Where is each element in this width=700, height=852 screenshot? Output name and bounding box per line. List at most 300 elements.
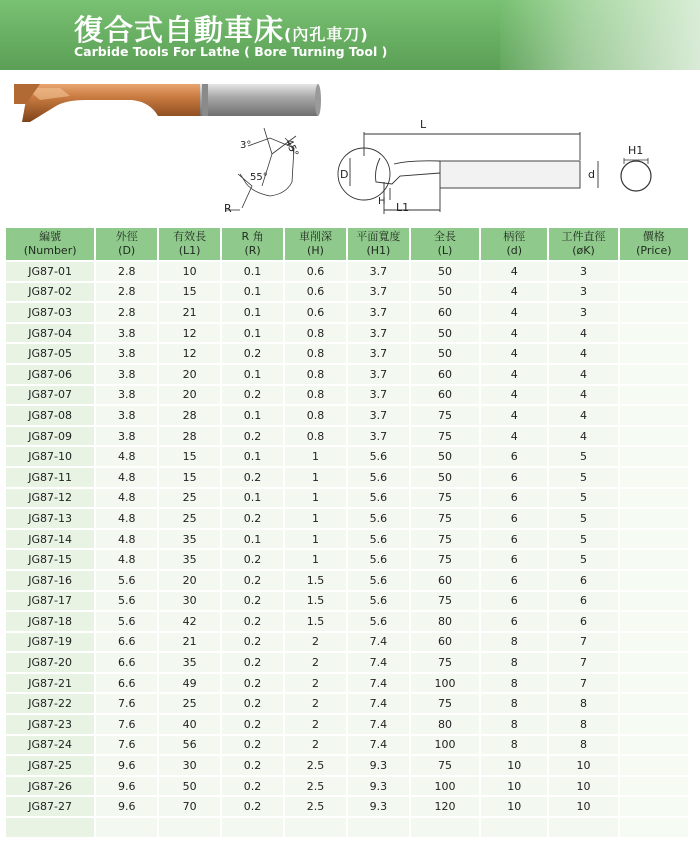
cell-shank-diameter: 4 xyxy=(481,365,547,384)
cell-outer-diameter: 3.8 xyxy=(96,386,157,405)
cell-shank-diameter: 6 xyxy=(481,571,547,590)
cell-number: JG87-24 xyxy=(6,736,94,755)
cell-flat-width: 3.7 xyxy=(348,262,409,281)
cell-radius: 0.2 xyxy=(222,653,283,672)
cell-flat-width: 9.3 xyxy=(348,777,409,796)
cell-flat-width: 5.6 xyxy=(348,550,409,569)
cell-effective-length: 20 xyxy=(159,365,220,384)
angle-3-label: 3° xyxy=(240,140,252,151)
table-row xyxy=(6,262,688,281)
cell-shank-diameter: 8 xyxy=(481,715,547,734)
cell-number: JG87-13 xyxy=(6,509,94,528)
cell-flat-width: 3.7 xyxy=(348,283,409,302)
cell-price xyxy=(620,324,688,343)
cell-total-length xyxy=(411,818,479,837)
cell-workpiece-diameter: 5 xyxy=(549,509,617,528)
cell-workpiece-diameter xyxy=(549,818,617,837)
table-row xyxy=(6,756,688,775)
cell-workpiece-diameter: 5 xyxy=(549,530,617,549)
cell-radius xyxy=(222,818,283,837)
cell-cut-depth: 1 xyxy=(285,550,346,569)
cell-cut-depth: 0.8 xyxy=(285,406,346,425)
cell-number: JG87-25 xyxy=(6,756,94,775)
cell-workpiece-diameter: 4 xyxy=(549,344,617,363)
cell-outer-diameter: 6.6 xyxy=(96,633,157,652)
cell-total-length: 100 xyxy=(411,674,479,693)
cell-cut-depth xyxy=(285,818,346,837)
cell-price xyxy=(620,777,688,796)
cell-shank-diameter: 8 xyxy=(481,653,547,672)
cell-cut-depth: 0.8 xyxy=(285,386,346,405)
col-header-flat-width: 平面寬度 (H1) xyxy=(348,228,409,260)
cell-radius: 0.1 xyxy=(222,324,283,343)
table-row xyxy=(6,324,688,343)
cell-flat-width: 3.7 xyxy=(348,406,409,425)
cell-number: JG87-14 xyxy=(6,530,94,549)
cell-effective-length: 20 xyxy=(159,571,220,590)
cell-workpiece-diameter: 7 xyxy=(549,633,617,652)
cell-total-length: 50 xyxy=(411,344,479,363)
cell-price xyxy=(620,818,688,837)
cell-price xyxy=(620,386,688,405)
cell-price xyxy=(620,694,688,713)
col-header-shank-diameter: 柄徑 (d) xyxy=(481,228,547,260)
table-row xyxy=(6,694,688,713)
cell-number: JG87-06 xyxy=(6,365,94,384)
cell-radius: 0.2 xyxy=(222,777,283,796)
cell-workpiece-diameter: 6 xyxy=(549,612,617,631)
cell-effective-length: 25 xyxy=(159,509,220,528)
cell-number: JG87-19 xyxy=(6,633,94,652)
col-header-effective-length: 有效長 (L1) xyxy=(159,228,220,260)
cell-total-length: 120 xyxy=(411,797,479,816)
cell-outer-diameter: 5.6 xyxy=(96,592,157,611)
cell-outer-diameter: 7.6 xyxy=(96,736,157,755)
cell-price xyxy=(620,530,688,549)
cell-outer-diameter: 4.8 xyxy=(96,447,157,466)
cell-total-length: 80 xyxy=(411,612,479,631)
cell-outer-diameter: 6.6 xyxy=(96,674,157,693)
cell-total-length: 60 xyxy=(411,303,479,322)
cell-shank-diameter: 6 xyxy=(481,489,547,508)
cell-radius: 0.2 xyxy=(222,571,283,590)
cell-cut-depth: 2.5 xyxy=(285,797,346,816)
cell-total-length: 50 xyxy=(411,324,479,343)
cell-price xyxy=(620,489,688,508)
cell-shank-diameter: 4 xyxy=(481,344,547,363)
spec-table xyxy=(4,226,690,839)
cell-cut-depth: 1.5 xyxy=(285,571,346,590)
cell-outer-diameter: 4.8 xyxy=(96,550,157,569)
banner-highlight xyxy=(500,0,700,70)
radius-label: R xyxy=(224,202,232,215)
cell-outer-diameter: 9.6 xyxy=(96,797,157,816)
col-header-workpiece-diameter: 工件直徑 (øK) xyxy=(549,228,617,260)
table-row xyxy=(6,674,688,693)
cell-effective-length: 15 xyxy=(159,283,220,302)
cell-effective-length: 40 xyxy=(159,715,220,734)
cell-radius: 0.1 xyxy=(222,530,283,549)
cell-workpiece-diameter: 10 xyxy=(549,777,617,796)
table-row xyxy=(6,550,688,569)
cell-effective-length: 42 xyxy=(159,612,220,631)
cell-flat-width: 9.3 xyxy=(348,756,409,775)
cell-number: JG87-09 xyxy=(6,427,94,446)
cell-flat-width xyxy=(348,818,409,837)
cell-shank-diameter: 8 xyxy=(481,674,547,693)
cell-radius: 0.2 xyxy=(222,427,283,446)
cell-shank-diameter: 8 xyxy=(481,633,547,652)
cell-flat-width: 7.4 xyxy=(348,715,409,734)
cell-price xyxy=(620,365,688,384)
cell-radius: 0.2 xyxy=(222,694,283,713)
cell-effective-length: 30 xyxy=(159,756,220,775)
cell-outer-diameter: 3.8 xyxy=(96,427,157,446)
page-title: 復合式自動車床(內孔車刀) xyxy=(74,13,369,47)
cell-price xyxy=(620,344,688,363)
cell-radius: 0.2 xyxy=(222,736,283,755)
cell-effective-length: 35 xyxy=(159,550,220,569)
cell-cut-depth: 0.8 xyxy=(285,324,346,343)
cell-radius: 0.2 xyxy=(222,797,283,816)
cell-cut-depth: 2 xyxy=(285,715,346,734)
length-label: L xyxy=(420,118,427,131)
table-header-row xyxy=(6,228,688,260)
cell-flat-width: 7.4 xyxy=(348,694,409,713)
table-row xyxy=(6,612,688,631)
cell-radius: 0.2 xyxy=(222,592,283,611)
cell-workpiece-diameter: 4 xyxy=(549,324,617,343)
cell-flat-width: 3.7 xyxy=(348,324,409,343)
cell-number: JG87-04 xyxy=(6,324,94,343)
cell-radius: 0.2 xyxy=(222,550,283,569)
cell-effective-length: 21 xyxy=(159,633,220,652)
cell-workpiece-diameter: 5 xyxy=(549,468,617,487)
cell-cut-depth: 2 xyxy=(285,736,346,755)
cell-workpiece-diameter: 4 xyxy=(549,406,617,425)
cell-radius: 0.2 xyxy=(222,386,283,405)
cell-flat-width: 5.6 xyxy=(348,592,409,611)
cell-total-length: 75 xyxy=(411,427,479,446)
cell-total-length: 75 xyxy=(411,592,479,611)
cell-cut-depth: 0.8 xyxy=(285,344,346,363)
title-banner xyxy=(0,0,700,70)
table-row xyxy=(6,303,688,322)
cell-number: JG87-20 xyxy=(6,653,94,672)
cell-outer-diameter: 4.8 xyxy=(96,509,157,528)
cell-workpiece-diameter: 3 xyxy=(549,303,617,322)
cell-radius: 0.1 xyxy=(222,406,283,425)
table-row xyxy=(6,386,688,405)
cell-radius: 0.1 xyxy=(222,447,283,466)
cell-cut-depth: 1 xyxy=(285,489,346,508)
cell-workpiece-diameter: 4 xyxy=(549,386,617,405)
table-row xyxy=(6,365,688,384)
cell-effective-length: 25 xyxy=(159,694,220,713)
cell-number: JG87-02 xyxy=(6,283,94,302)
table-row xyxy=(6,653,688,672)
cell-workpiece-diameter: 7 xyxy=(549,653,617,672)
cell-cut-depth: 1 xyxy=(285,468,346,487)
cell-total-length: 75 xyxy=(411,653,479,672)
cell-number: JG87-12 xyxy=(6,489,94,508)
cell-price xyxy=(620,262,688,281)
cell-workpiece-diameter: 10 xyxy=(549,797,617,816)
cell-cut-depth: 2 xyxy=(285,653,346,672)
cell-effective-length: 10 xyxy=(159,262,220,281)
cell-cut-depth: 0.6 xyxy=(285,262,346,281)
cell-effective-length: 15 xyxy=(159,447,220,466)
cell-effective-length: 35 xyxy=(159,653,220,672)
cell-number: JG87-08 xyxy=(6,406,94,425)
cell-total-length: 80 xyxy=(411,715,479,734)
cell-number xyxy=(6,818,94,837)
cell-radius: 0.2 xyxy=(222,612,283,631)
cell-flat-width: 5.6 xyxy=(348,530,409,549)
cell-total-length: 75 xyxy=(411,406,479,425)
cell-shank-diameter: 6 xyxy=(481,612,547,631)
cell-price xyxy=(620,674,688,693)
cell-effective-length: 70 xyxy=(159,797,220,816)
tool-photo xyxy=(14,84,321,122)
cell-cut-depth: 1.5 xyxy=(285,612,346,631)
cell-radius: 0.2 xyxy=(222,633,283,652)
table-row xyxy=(6,406,688,425)
side-view-drawing xyxy=(338,132,598,214)
cell-cut-depth: 0.6 xyxy=(285,303,346,322)
cell-effective-length: 28 xyxy=(159,427,220,446)
cell-outer-diameter: 3.8 xyxy=(96,324,157,343)
cell-number: JG87-22 xyxy=(6,694,94,713)
cell-cut-depth: 2.5 xyxy=(285,777,346,796)
cell-flat-width: 3.7 xyxy=(348,365,409,384)
col-header-radius: R 角 (R) xyxy=(222,228,283,260)
cell-radius: 0.2 xyxy=(222,344,283,363)
cell-outer-diameter: 2.8 xyxy=(96,303,157,322)
cell-number: JG87-15 xyxy=(6,550,94,569)
cell-effective-length: 28 xyxy=(159,406,220,425)
cell-outer-diameter: 7.6 xyxy=(96,715,157,734)
cell-radius: 0.2 xyxy=(222,715,283,734)
cell-effective-length xyxy=(159,818,220,837)
cell-total-length: 50 xyxy=(411,468,479,487)
cell-total-length: 75 xyxy=(411,550,479,569)
cell-workpiece-diameter: 5 xyxy=(549,447,617,466)
cell-effective-length: 25 xyxy=(159,489,220,508)
col-header-number: 編號 (Number) xyxy=(6,228,94,260)
cell-total-length: 60 xyxy=(411,386,479,405)
cell-shank-diameter: 4 xyxy=(481,386,547,405)
table-row xyxy=(6,571,688,590)
table-row xyxy=(6,489,688,508)
cell-price xyxy=(620,509,688,528)
cell-cut-depth: 0.6 xyxy=(285,283,346,302)
cell-flat-width: 5.6 xyxy=(348,612,409,631)
cell-workpiece-diameter: 5 xyxy=(549,489,617,508)
cell-cut-depth: 2 xyxy=(285,694,346,713)
cell-cut-depth: 2 xyxy=(285,674,346,693)
cell-workpiece-diameter: 4 xyxy=(549,365,617,384)
cell-effective-length: 12 xyxy=(159,324,220,343)
table-row xyxy=(6,509,688,528)
cell-workpiece-diameter: 5 xyxy=(549,550,617,569)
cell-shank-diameter: 4 xyxy=(481,324,547,343)
cell-workpiece-diameter: 6 xyxy=(549,571,617,590)
cell-effective-length: 49 xyxy=(159,674,220,693)
cell-total-length: 50 xyxy=(411,262,479,281)
outer-diameter-label: D xyxy=(340,168,349,181)
table-row xyxy=(6,468,688,487)
cell-workpiece-diameter: 7 xyxy=(549,674,617,693)
cell-outer-diameter: 6.6 xyxy=(96,653,157,672)
cell-workpiece-diameter: 8 xyxy=(549,715,617,734)
cell-effective-length: 50 xyxy=(159,777,220,796)
cell-flat-width: 5.6 xyxy=(348,468,409,487)
cell-flat-width: 7.4 xyxy=(348,736,409,755)
col-header-outer-diameter: 外徑 (D) xyxy=(96,228,157,260)
table-row xyxy=(6,530,688,549)
cell-total-length: 75 xyxy=(411,509,479,528)
cell-radius: 0.1 xyxy=(222,303,283,322)
cell-shank-diameter: 4 xyxy=(481,283,547,302)
cell-shank-diameter: 6 xyxy=(481,592,547,611)
table-row xyxy=(6,715,688,734)
cell-price xyxy=(620,550,688,569)
cell-number: JG87-16 xyxy=(6,571,94,590)
cell-flat-width: 3.7 xyxy=(348,427,409,446)
cell-price xyxy=(620,592,688,611)
cell-cut-depth: 0.8 xyxy=(285,427,346,446)
cell-radius: 0.1 xyxy=(222,262,283,281)
cell-flat-width: 3.7 xyxy=(348,344,409,363)
cell-radius: 0.2 xyxy=(222,674,283,693)
table-row xyxy=(6,818,688,837)
cell-outer-diameter: 7.6 xyxy=(96,694,157,713)
shank-diameter-label: d xyxy=(588,168,595,181)
cell-shank-diameter: 4 xyxy=(481,262,547,281)
cell-outer-diameter: 4.8 xyxy=(96,530,157,549)
cell-outer-diameter xyxy=(96,818,157,837)
flat-width-label: H1 xyxy=(628,144,644,157)
cell-flat-width: 7.4 xyxy=(348,653,409,672)
cell-effective-length: 15 xyxy=(159,468,220,487)
cell-flat-width: 7.4 xyxy=(348,674,409,693)
table-row xyxy=(6,633,688,652)
angle-55-label: 55° xyxy=(250,172,268,183)
cell-price xyxy=(620,447,688,466)
cell-outer-diameter: 5.6 xyxy=(96,612,157,631)
cell-number: JG87-23 xyxy=(6,715,94,734)
col-header-price: 價格 (Price) xyxy=(620,228,688,260)
cell-shank-diameter: 10 xyxy=(481,756,547,775)
cell-total-length: 100 xyxy=(411,736,479,755)
cell-shank-diameter: 6 xyxy=(481,550,547,569)
cell-radius: 0.1 xyxy=(222,283,283,302)
col-header-cut-depth: 車削深 (H) xyxy=(285,228,346,260)
cell-total-length: 75 xyxy=(411,694,479,713)
cell-number: JG87-01 xyxy=(6,262,94,281)
cell-price xyxy=(620,303,688,322)
cell-shank-diameter: 10 xyxy=(481,797,547,816)
cell-number: JG87-17 xyxy=(6,592,94,611)
cell-outer-diameter: 5.6 xyxy=(96,571,157,590)
cell-shank-diameter: 4 xyxy=(481,303,547,322)
cell-total-length: 50 xyxy=(411,283,479,302)
cell-total-length: 100 xyxy=(411,777,479,796)
cell-radius: 0.1 xyxy=(222,365,283,384)
cell-radius: 0.2 xyxy=(222,509,283,528)
cell-flat-width: 5.6 xyxy=(348,447,409,466)
col-header-total-length: 全長 (L) xyxy=(411,228,479,260)
cell-flat-width: 5.6 xyxy=(348,489,409,508)
cell-shank-diameter: 4 xyxy=(481,427,547,446)
cell-workpiece-diameter: 10 xyxy=(549,756,617,775)
cell-total-length: 75 xyxy=(411,530,479,549)
table-row xyxy=(6,283,688,302)
cell-cut-depth: 1 xyxy=(285,530,346,549)
table-row xyxy=(6,592,688,611)
end-view-drawing xyxy=(621,158,651,191)
cell-cut-depth: 1.5 xyxy=(285,592,346,611)
cell-price xyxy=(620,756,688,775)
cell-workpiece-diameter: 3 xyxy=(549,262,617,281)
cell-number: JG87-05 xyxy=(6,344,94,363)
cell-number: JG87-11 xyxy=(6,468,94,487)
cell-price xyxy=(620,797,688,816)
cell-cut-depth: 2 xyxy=(285,633,346,652)
cell-effective-length: 21 xyxy=(159,303,220,322)
cell-effective-length: 20 xyxy=(159,386,220,405)
cell-shank-diameter: 6 xyxy=(481,468,547,487)
table-row xyxy=(6,427,688,446)
cell-price xyxy=(620,406,688,425)
cell-price xyxy=(620,633,688,652)
cell-price xyxy=(620,715,688,734)
cell-cut-depth: 1 xyxy=(285,447,346,466)
cell-outer-diameter: 2.8 xyxy=(96,262,157,281)
effective-length-label: L1 xyxy=(396,201,410,214)
cell-price xyxy=(620,571,688,590)
cell-number: JG87-03 xyxy=(6,303,94,322)
cell-outer-diameter: 9.6 xyxy=(96,777,157,796)
depth-label: H xyxy=(378,196,386,207)
cell-workpiece-diameter: 3 xyxy=(549,283,617,302)
cell-shank-diameter: 6 xyxy=(481,447,547,466)
cell-number: JG87-27 xyxy=(6,797,94,816)
cell-shank-diameter xyxy=(481,818,547,837)
cell-shank-diameter: 8 xyxy=(481,736,547,755)
cell-total-length: 60 xyxy=(411,633,479,652)
cell-shank-diameter: 10 xyxy=(481,777,547,796)
cell-number: JG87-10 xyxy=(6,447,94,466)
cell-total-length: 50 xyxy=(411,447,479,466)
table-row xyxy=(6,736,688,755)
cell-radius: 0.2 xyxy=(222,756,283,775)
table-row xyxy=(6,797,688,816)
cell-radius: 0.2 xyxy=(222,468,283,487)
cell-price xyxy=(620,468,688,487)
cell-outer-diameter: 4.8 xyxy=(96,468,157,487)
cell-effective-length: 30 xyxy=(159,592,220,611)
cell-flat-width: 3.7 xyxy=(348,303,409,322)
cell-workpiece-diameter: 8 xyxy=(549,694,617,713)
cell-radius: 0.1 xyxy=(222,489,283,508)
cell-shank-diameter: 4 xyxy=(481,406,547,425)
cell-effective-length: 12 xyxy=(159,344,220,363)
cell-workpiece-diameter: 6 xyxy=(549,592,617,611)
page-subtitle: Carbide Tools For Lathe ( Bore Turning Tool ) xyxy=(74,44,388,59)
cell-outer-diameter: 3.8 xyxy=(96,365,157,384)
